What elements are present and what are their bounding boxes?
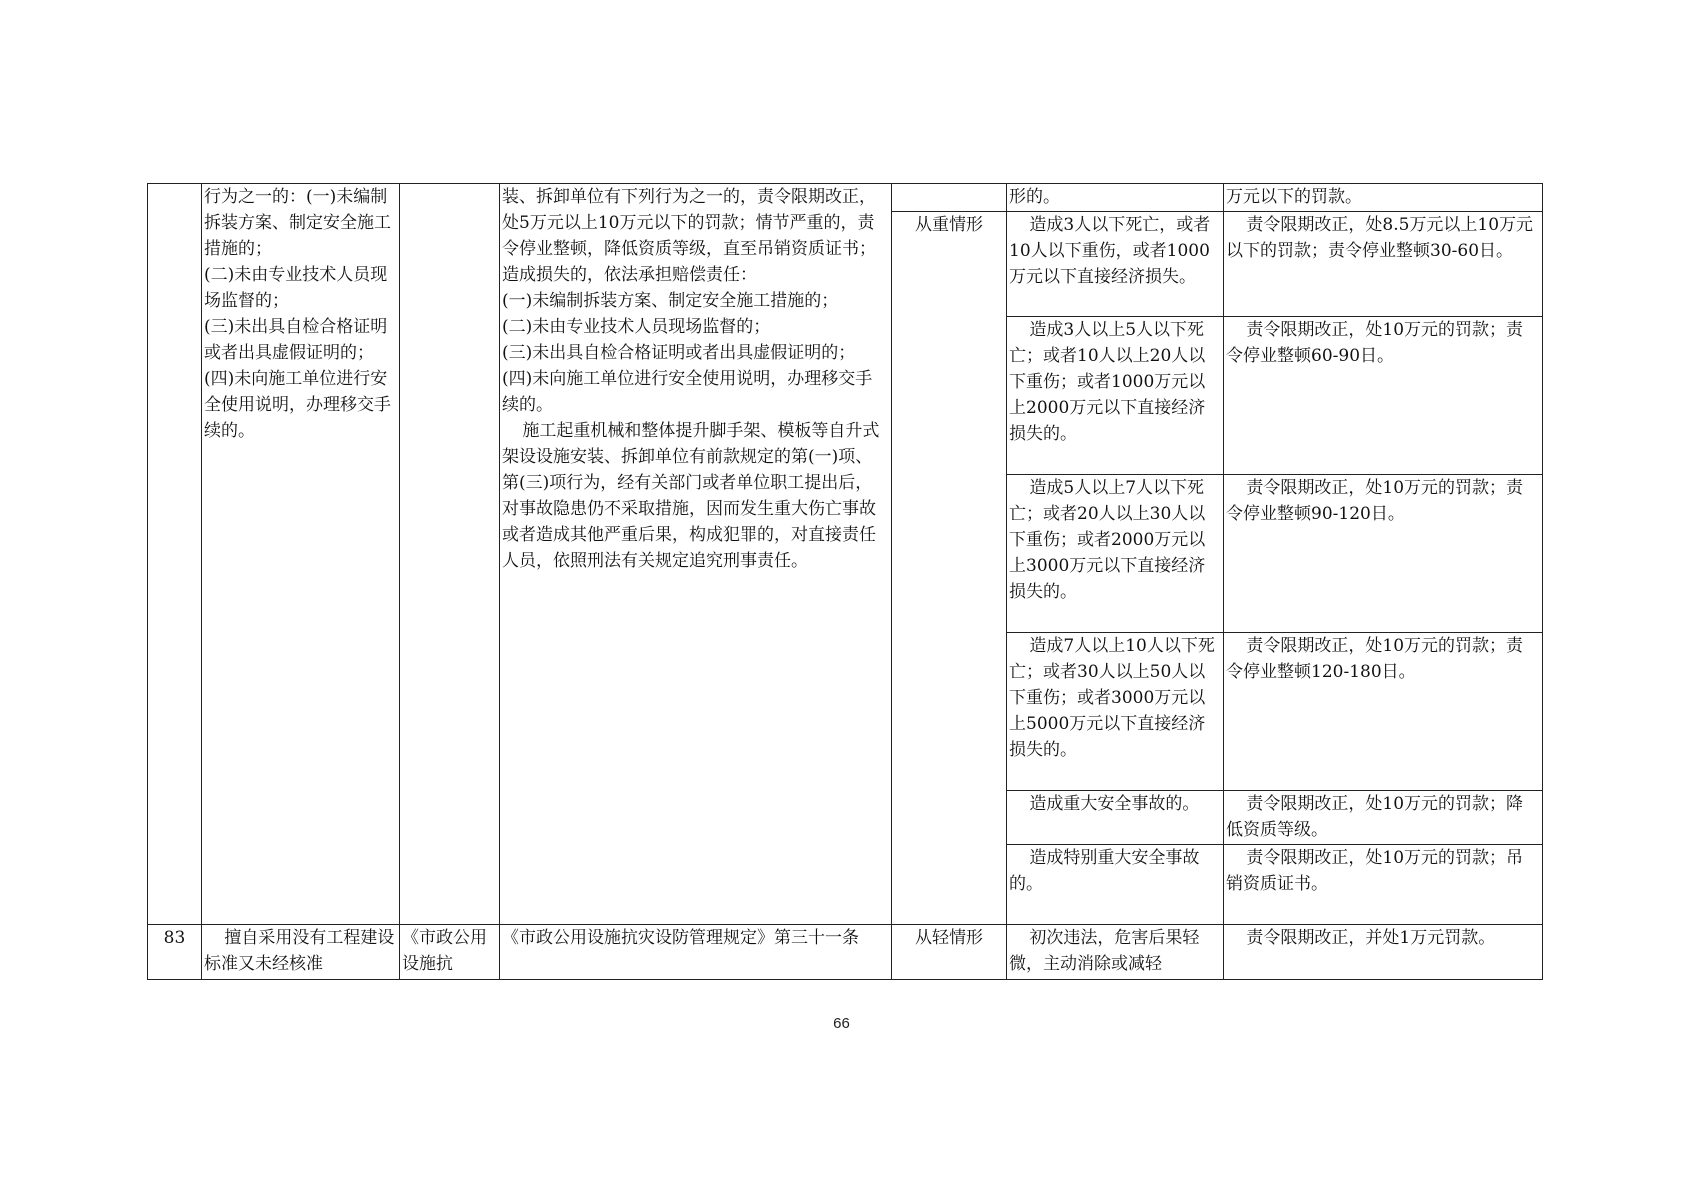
penalty-basis-cell: 《市政公用设施抗灾设防管理规定》第三十一条	[500, 925, 892, 980]
penalty-basis-text-1: 装、拆卸单位有下列行为之一的，责令限期改正，处5万元以上10万元以下的罚款；情节严重的，责令停业整顿，降低资质等级，直至吊销资质证书；造成损失的，依法承担赔偿责任： (一)未编制拆装方案、制定安全施工措施的； (二)未由专业技术人员现场监督的； (三)未出具自检合格证明或者出具虚假证明的； (四)未向施工单位进行安全使用说明，办理移交手续的。	[502, 187, 876, 415]
standard-cell: 责令限期改正，处10万元的罚款；责令停业整顿90-120日。	[1224, 475, 1543, 633]
standard-cell: 责令限期改正，处10万元的罚款；责令停业整顿60-90日。	[1224, 317, 1543, 475]
standard-cell: 万元以下的罚款。	[1224, 184, 1543, 212]
number-cell-empty	[148, 184, 202, 925]
row-number-cell: 83	[148, 925, 202, 980]
situation-cell: 从轻情形	[892, 925, 1007, 980]
condition-cell: 造成3人以下死亡，或者10人以下重伤，或者1000万元以下直接经济损失。	[1007, 212, 1224, 317]
situation-cell-empty	[892, 184, 1007, 212]
table-row	[148, 184, 1543, 212]
standard-cell: 责令限期改正，并处1万元罚款。	[1224, 925, 1543, 980]
basis-cell-empty	[400, 184, 500, 925]
violation-behavior-cell: 擅自采用没有工程建设标准又未经核准	[202, 925, 400, 980]
penalty-basis-text-2: 施工起重机械和整体提升脚手架、模板等自升式架设设施安装、拆卸单位有前款规定的第(一)项、第(三)项行为，经有关部门或者单位职工提出后，对事故隐患仍不采取措施，因而发生重大伤亡事故或者造成其他严重后果，构成犯罪的，对直接责任人员，依照刑法有关规定追究刑事责任。	[502, 421, 880, 571]
standard-cell: 责令限期改正，处10万元的罚款；吊销资质证书。	[1224, 845, 1543, 925]
page-number: 66	[833, 1015, 850, 1032]
standard-cell: 责令限期改正，处10万元的罚款；降低资质等级。	[1224, 791, 1543, 845]
condition-cell: 形的。	[1007, 184, 1224, 212]
penalty-standards-table	[147, 183, 1543, 980]
condition-cell: 初次违法，危害后果轻微，主动消除或减轻	[1007, 925, 1224, 980]
violation-behavior-cell: 行为之一的：(一)未编制拆装方案、制定安全施工措施的； (二)未由专业技术人员现场监督的； (三)未出具自检合格证明或者出具虚假证明的； (四)未向施工单位进行安全使用说明，办理移交手续的。	[202, 184, 400, 925]
condition-cell: 造成5人以上7人以下死亡；或者20人以上30人以下重伤；或者2000万元以上3000万元以下直接经济损失的。	[1007, 475, 1224, 633]
penalty-basis-cell	[500, 184, 892, 925]
condition-cell: 造成特别重大安全事故的。	[1007, 845, 1224, 925]
condition-cell: 造成7人以上10人以下死亡；或者30人以上50人以下重伤；或者3000万元以上5000万元以下直接经济损失的。	[1007, 633, 1224, 791]
standard-cell: 责令限期改正，处10万元的罚款；责令停业整顿120-180日。	[1224, 633, 1543, 791]
basis-cell: 《市政公用设施抗	[400, 925, 500, 980]
standard-cell: 责令限期改正，处8.5万元以上10万元以下的罚款；责令停业整顿30-60日。	[1224, 212, 1543, 317]
situation-severe-cell: 从重情形	[892, 212, 1007, 925]
table-row	[148, 925, 1543, 980]
condition-cell: 造成重大安全事故的。	[1007, 791, 1224, 845]
condition-cell: 造成3人以上5人以下死亡；或者10人以上20人以下重伤；或者1000万元以上2000万元以下直接经济损失的。	[1007, 317, 1224, 475]
